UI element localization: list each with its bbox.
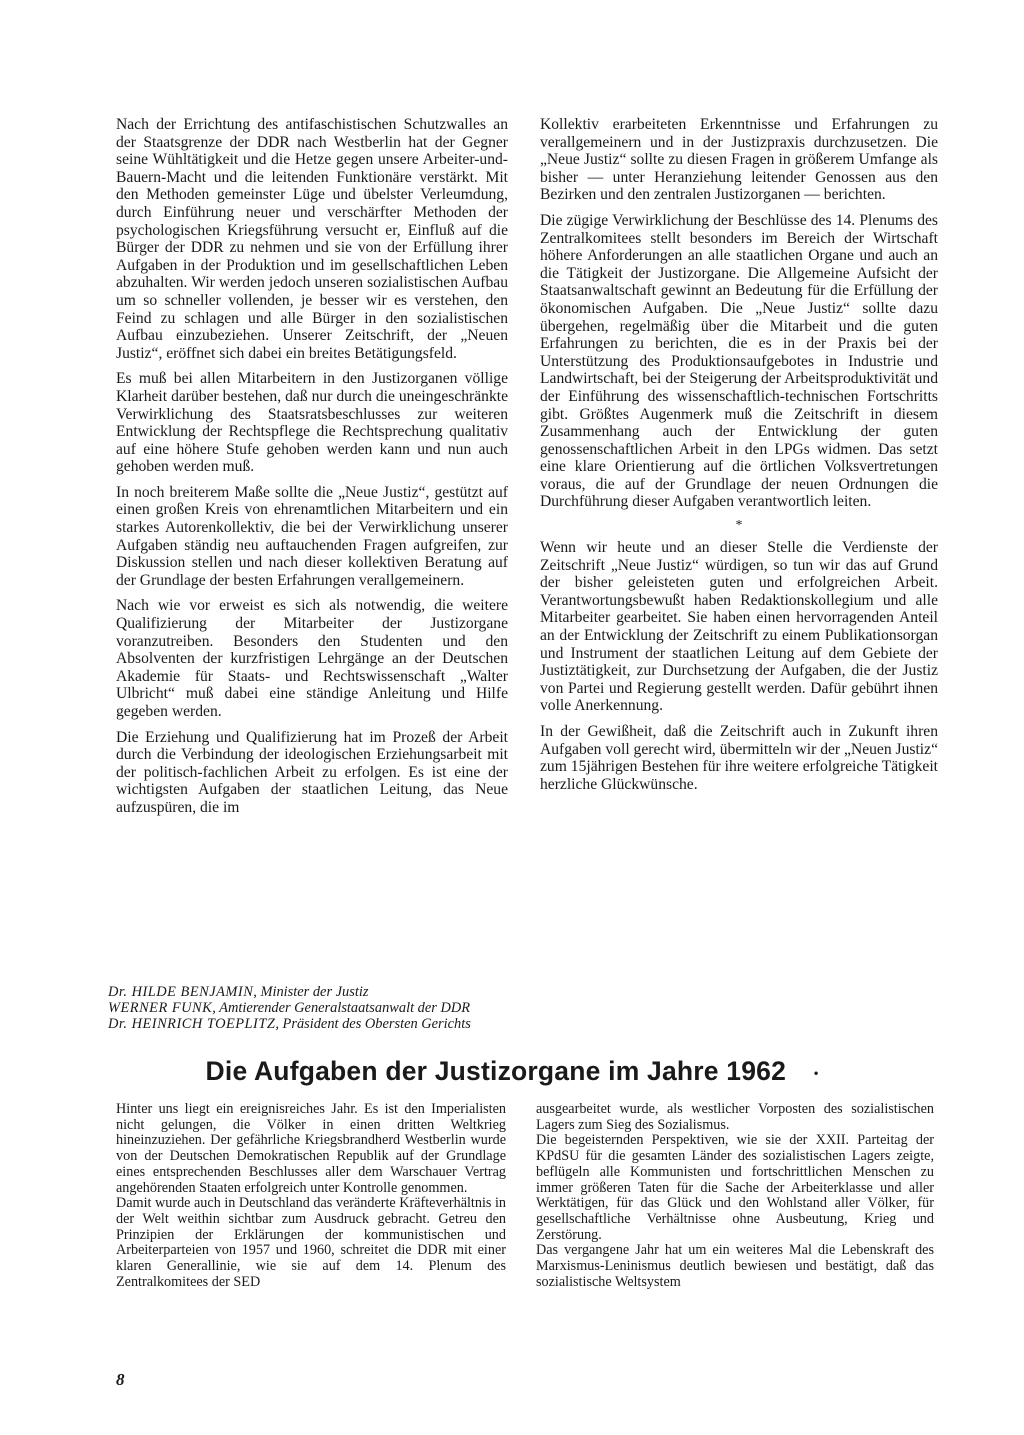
signatory-role: , Minister der Justiz (253, 984, 369, 1000)
article-right-column (536, 1102, 934, 1290)
page-number: 8 (116, 1370, 125, 1389)
article-title (0, 1056, 1024, 1087)
paragraph: Die Erziehung und Qualifizierung hat im Prozeß der Arbeit durch die Verbindung der ideologischen Erziehungsarbeit mit der politisch-fachlichen Arbeit zu erfolgen. Es ist eine der wichtigsten Aufgaben der staatlichen Leitung, das Neue aufzuspüren, die im (116, 728, 508, 816)
paragraph: In noch breiterem Maße sollte die „Neue Justiz“, gestützt auf einen großen Kreis von ehrenamtlichen Mitarbeitern und ein starkes Autorenkollektiv, die bei der Verwirklichung unserer Aufgaben ständig neu auftauchenden Fragen aufgreifen, zur Diskussion stellen und nach dieser kollektiven Beratung auf der Grundlage der besten Erfahrungen verallgemeinern. (116, 483, 508, 589)
signature-line (108, 1000, 708, 1016)
signatory-name: Dr. HILDE BENJAMIN (108, 984, 254, 1000)
article-title-text: Die Aufgaben der Justizorgane im Jahre 1962 (205, 1056, 787, 1086)
paragraph: Die begeisternden Perspektiven, wie sie der XXII. Parteitag der KPdSU für die gesamten Länder des sozialistischen Lagers zeigte, beflügeln alle Kommunisten und fortschrittlichen Menschen zu immer größeren Taten für die Sache der Arbeiterklasse und aller Werktätigen, für das Glück und den Wohlstand aller Völker, für gesellschaftliche Verhältnisse ohne Ausbeutung, Krieg und Zerstörung. (536, 1132, 934, 1243)
paragraph: Hinter uns liegt ein ereignisreiches Jahr. Es ist den Imperialisten nicht gelungen, die Völker in einen dritten Weltkrieg hineinzuziehen. Der gefährliche Kriegsbrandherd Westberlin wurde von der Deutschen Demokratischen Republik auf der Grundlage eines entsprechenden Beschlusses aller dem Warschauer Vertrag angehörenden Staaten erfolgreich unter Kontrolle genommen. (116, 1101, 506, 1196)
paragraph: Wenn wir heute und an dieser Stelle die Verdienste der Zeitschrift „Neue Justiz“ würdigen, so tun wir das auf Grund der bisher geleisteten guten und erfolgreichen Arbeit. Verantwortungsbewußt haben Redaktionskollegium und alle Mitarbeiter gearbeitet. Sie haben einen hervorragenden Anteil an der Entwicklung der Zeitschrift zu einem Publikationsorgan und Instrument der staatlichen Leitung auf dem Gebiete der Justiztätigkeit, zur Durchsetzung der Aufgaben, die der Justiz von Partei und Regierung gestellt werden. Dafür gebührt ihnen volle Anerkennung. (540, 539, 938, 715)
paragraph: Die zügige Verwirklichung der Beschlüsse des 14. Plenums des Zentralkomitees stellt besonders im Bereich der Wirtschaft höhere Anforderungen an alle staatlichen Organe und auch an die Tätigkeit der Justizorgane. Die Allgemeine Aufsicht der Staatsanwaltschaft gewinnt an Bedeutung für die Erfüllung der ökonomischen Aufgaben. Die „Neue Justiz“ sollte dazu übergehen, regelmäßig über die Mitarbeit und die guten Erfahrungen zu berichten, die es in der Praxis bei der Unterstützung des Produktionsaufgebotes in Industrie und Landwirtschaft, bei der Steigerung der Arbeitsproduktivität und der Einführung des wissenschaftlich-technischen Fortschritts gibt. Größtes Augenmerk muß die Zeitschrift in diesem Zusammenhang auch der Entwicklung der guten genossenschaftlichen Arbeit in den LPGs widmen. Das setzt eine klare Orientierung auf die örtlichen Volksvertretungen voraus, die auf der Grundlage der neuen Ordnungen die Durchführung dieser Aufgaben verantwortlich leiten. (540, 211, 938, 511)
paragraph: ausgearbeitet wurde, als westlicher Vorposten des sozialistischen Lagers zum Sieg des Sozialismus. (536, 1101, 934, 1133)
section-separator: * (735, 518, 743, 534)
title-mark: • (814, 1066, 819, 1080)
paragraph: Das vergangene Jahr hat um ein weiteres Mal die Lebenskraft des Marxismus-Leninismus deutlich bewiesen und bestätigt, daß das sozialistische Weltsystem (536, 1242, 934, 1290)
article-left-column (116, 1102, 506, 1290)
paragraph: Es muß bei allen Mitarbeitern in den Justizorganen völlige Klarheit darüber bestehen, daß nur durch die uneingeschränkte Verwirklichung des Staatsratsbeschlusses zur weiteren Entwicklung der Rechtspflege die Rechtsprechung qualitativ auf eine höhere Stufe gehoben werden kann und nun auch gehoben werden muß. (116, 370, 508, 476)
signatory-name: Dr. HEINRICH TOEPLITZ (108, 1016, 276, 1032)
paragraph: Nach wie vor erweist es sich als notwendig, die weitere Qualifizierung der Mitarbeiter der Justizorgane voranzutreiben. Besonders den Studenten und den Absolventen der kurzfristigen Lehrgänge an der Deutschen Akademie für Staats- und Rechtswissenschaft „Walter Ulbricht“ muß dabei eine ständige Anleitung und Hilfe gegeben werden. (116, 597, 508, 720)
signatory-role: , Präsident des Obersten Gerichts (275, 1016, 471, 1032)
signatory-role: , Amtierender Generalstaatsanwalt der DDR (212, 1000, 471, 1016)
signatory-name: WERNER FUNK (108, 1000, 213, 1016)
paragraph: Damit wurde auch in Deutschland das veränderte Kräfteverhältnis in der Welt weithin sichtbar zum Ausdruck gebracht. Getreu den Prinzipien der Erklärungen der kommunistischen und Arbeiterparteien von 1957 und 1960, schreitet die DDR mit einer klaren Generallinie, wie sie auf dem 14. Plenum des Zentralkomitees der SED (116, 1195, 507, 1290)
signature-line (108, 984, 708, 1000)
paragraph: Nach der Errichtung des antifaschistischen Schutzwalles an der Staatsgrenze der DDR nach Westberlin hat der Gegner seine Wühltätigkeit und die Hetze gegen unsere Arbeiter-und-Bauern-Macht und die leitenden Funktionäre verstärkt. Mit den Methoden gemeinster Lüge und übelster Verleumdung, durch Einführung neuer und verschärfter Methoden der psychologischen Kriegsführung versucht er, Einfluß auf die Bürger der DDR zu nehmen und sie von der Erfüllung ihrer Aufgaben in der Produktion und im gesellschaftlichen Leben abzuhalten. Wir werden jedoch unseren sozialistischen Aufbau um so schneller vollenden, je besser wir es verstehen, den Feind zu schlagen und alle Bürger in den sozialistischen Aufbau einzubeziehen. Unserer Zeitschrift, der „Neuen Justiz“, eröffnet sich dabei ein breites Betätigungsfeld. (116, 116, 508, 362)
editorial-right-column (540, 116, 938, 801)
paragraph: Kollektiv erarbeiteten Erkenntnisse und Erfahrungen zu verallgemeinern und in der Justizpraxis durchzusetzen. Die „Neue Justiz“ sollte zu diesen Fragen in größerem Umfange als bisher — unter Heranziehung leitender Genossen aus den Bezirken und den zentralen Justizorganen — berichten. (540, 116, 938, 204)
signature-line (108, 1016, 708, 1032)
signature-block (108, 984, 708, 1032)
paragraph: In der Gewißheit, daß die Zeitschrift auch in Zukunft ihren Aufgaben voll gerecht wird, übermitteln wir der „Neuen Justiz“ zum 15jährigen Bestehen für ihre weitere erfolgreiche Tätigkeit herzliche Glückwünsche. (540, 723, 938, 793)
editorial-left-column (116, 116, 508, 825)
